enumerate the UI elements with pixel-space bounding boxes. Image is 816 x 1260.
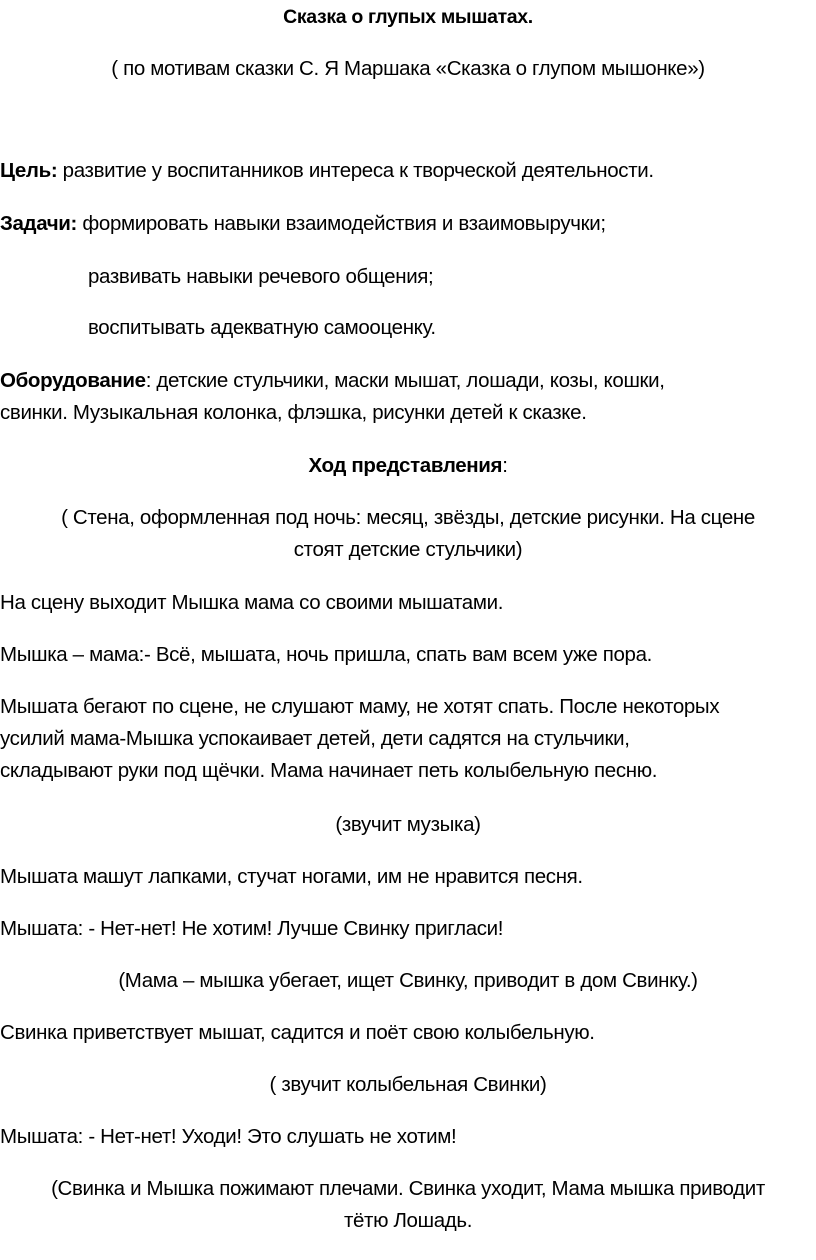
tasks-paragraph	[0, 211, 816, 237]
body-paragraph: складывают руки под щёчки. Мама начинает петь колыбельную песню.	[0, 759, 658, 782]
body-paragraph: Мышата машут лапками, стучат ногами, им не нравится песня.	[0, 865, 583, 888]
equipment-text-continued: свинки. Музыкальная колонка, флэшка, рисунки детей к сказке.	[0, 401, 587, 424]
stage-direction: стоят детские стульчики)	[293, 538, 523, 561]
dialogue-line: Мышка – мама:- Всё, мышата, ночь пришла, спать вам всем уже пора.	[0, 643, 653, 666]
section-heading-label: Ход представления	[308, 454, 503, 477]
goal-text: развитие у воспитанников интереса к творческой деятельности.	[57, 159, 654, 182]
dialogue-line: Мышата: - Нет-нет! Не хотим! Лучше Свинку пригласи!	[0, 917, 504, 940]
body-paragraph: На сцену выходит Мышка мама со своими мышатами.	[0, 591, 504, 614]
stage-direction: ( Стена, оформленная под ночь: месяц, звёзды, детские рисунки. На сцене	[61, 506, 755, 529]
section-heading	[0, 453, 816, 479]
task-item: развивать навыки речевого общения;	[88, 265, 434, 288]
goal-paragraph	[0, 158, 816, 184]
document-title: Сказка о глупых мышатах.	[283, 6, 533, 28]
stage-direction: тётю Лошадь.	[343, 1209, 473, 1232]
body-paragraph: Мышата бегают по сцене, не слушают маму, не хотят спать. После некоторых	[0, 695, 720, 718]
body-paragraph: усилий мама-Мышка успокаивает детей, дети садятся на стульчики,	[0, 727, 630, 750]
task-item: воспитывать адекватную самооценку.	[88, 316, 436, 339]
dialogue-line: Мышата: - Нет-нет! Уходи! Это слушать не хотим!	[0, 1125, 457, 1148]
section-heading-suffix: :	[502, 454, 508, 477]
stage-direction: ( звучит колыбельная Свинки)	[269, 1073, 547, 1096]
equipment-label: Оборудование	[0, 369, 146, 392]
equipment-paragraph	[0, 368, 816, 394]
goal-label: Цель:	[0, 159, 58, 182]
stage-direction: (звучит музыка)	[335, 813, 481, 836]
equipment-text: : детские стульчики, маски мышат, лошади, козы, кошки,	[145, 369, 665, 392]
body-paragraph: Свинка приветствует мышат, садится и поёт свою колыбельную.	[0, 1021, 595, 1044]
task-item: формировать навыки взаимодействия и взаимовыручки;	[77, 212, 606, 235]
tasks-label: Задачи:	[0, 212, 78, 235]
stage-direction: (Мама – мышка убегает, ищет Свинку, приводит в дом Свинку.)	[118, 969, 698, 992]
stage-direction: (Свинка и Мышка пожимают плечами. Свинка уходит, Мама мышка приводит	[51, 1177, 765, 1200]
document-subtitle: ( по мотивам сказки С. Я Маршака «Сказка о глупом мышонке»)	[111, 57, 705, 80]
